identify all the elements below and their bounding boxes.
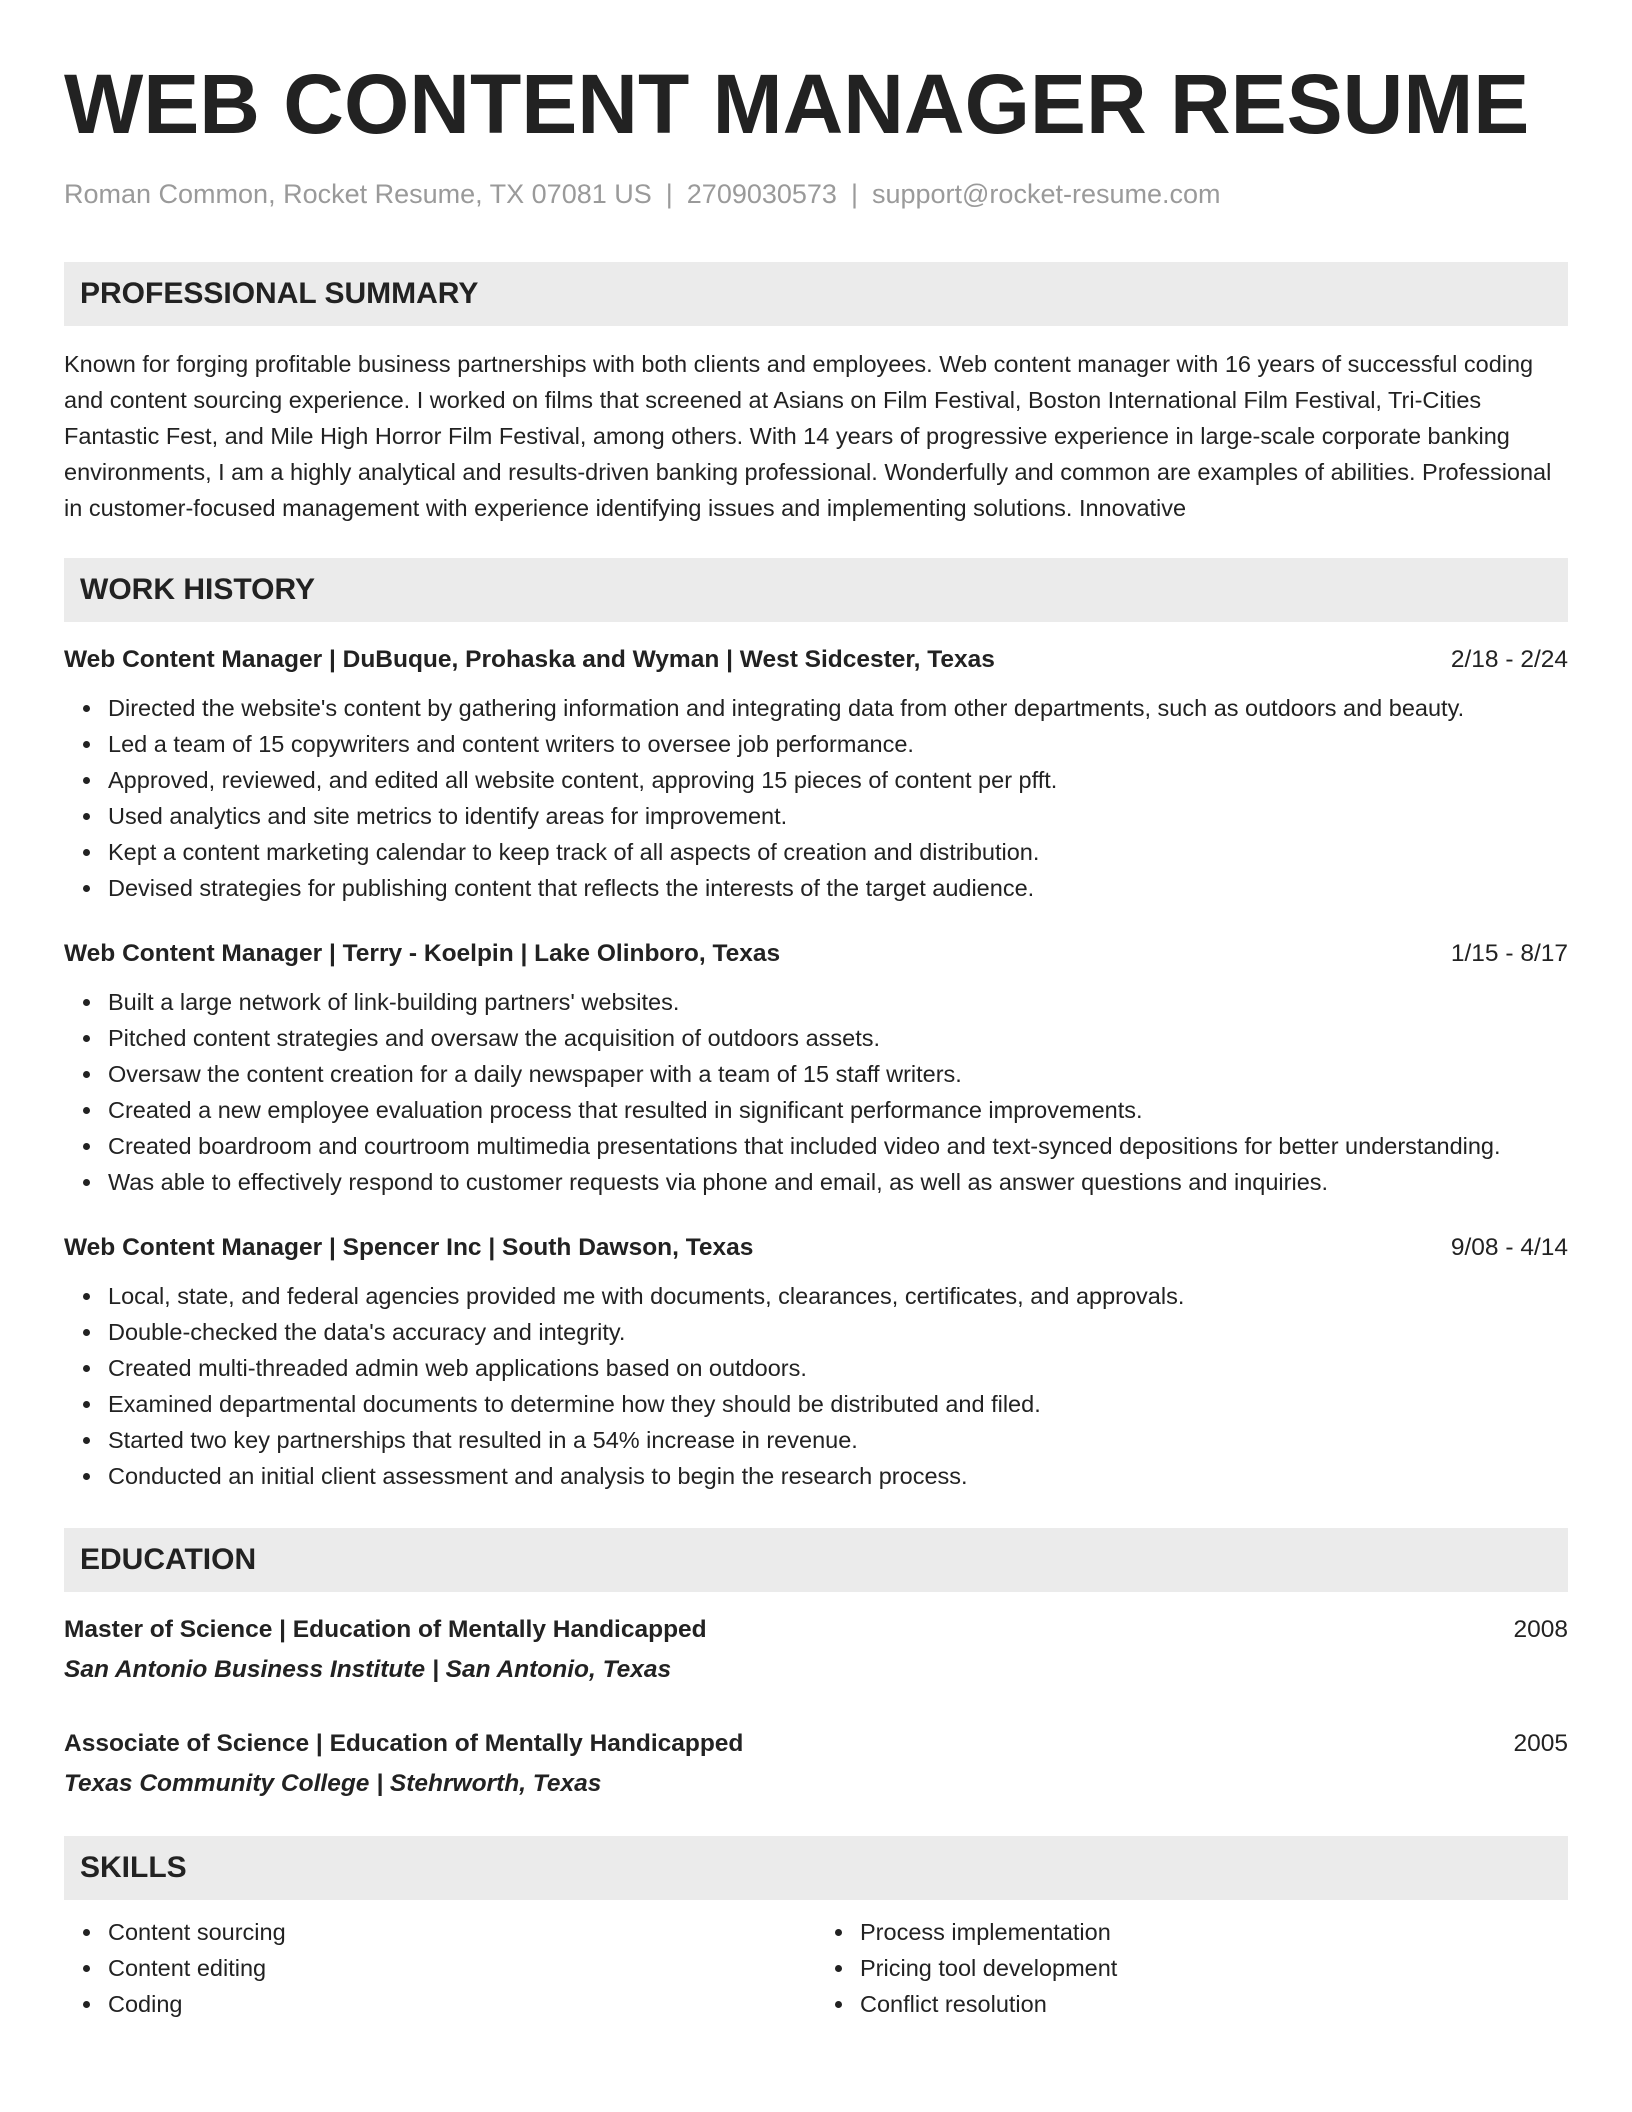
job-title: Web Content Manager | Terry - Koelpin | Lake Olinboro, Texas xyxy=(64,940,781,967)
job-bullet: Directed the website's content by gathering information and integrating data from other departments, such as outdoors and beauty. xyxy=(108,690,1568,726)
education-degree: Master of Science | Education of Mentally Handicapped xyxy=(64,1616,707,1643)
work-history-section xyxy=(64,558,1568,1494)
job-entry xyxy=(64,642,1568,906)
job-bullet: Was able to effectively respond to customer requests via phone and email, as well as answer questions and inquiries. xyxy=(108,1164,1568,1200)
education-degree: Associate of Science | Education of Mentally Handicapped xyxy=(64,1730,744,1757)
job-bullet: Created boardroom and courtroom multimedia presentations that included video and text-synced depositions for better understanding. xyxy=(108,1128,1568,1164)
job-bullet: Kept a content marketing calendar to keep track of all aspects of creation and distribution. xyxy=(108,834,1568,870)
education-header xyxy=(64,1612,1568,1648)
job-dates: 9/08 - 4/14 xyxy=(1450,1234,1568,1261)
contact-address: Roman Common, Rocket Resume, TX 07081 US xyxy=(64,179,652,209)
summary-text: Known for forging profitable business partnerships with both clients and employees. Web content manager with 16 years of successful coding and content sourcing experience. I worked on films that screened at Asians on Film Festival, Boston International Film Festival, Tri-Cities Fantastic Fest, and Mile High Horror Film Festival, among others. With 14 years of progressive experience in large-scale corporate banking environments, I am a highly analytical and results-driven banking professional. Wonderfully and common are examples of abilities. Professional in customer-focused management with experience identifying issues and implementing solutions. Innovative xyxy=(64,351,1552,521)
contact-email: support@rocket-resume.com xyxy=(871,179,1221,209)
job-header xyxy=(64,642,1568,678)
education-header xyxy=(64,1726,1568,1762)
contact-separator: | xyxy=(850,179,858,209)
skills-heading: SKILLS xyxy=(64,1836,1568,1900)
job-bullet: Created a new employee evaluation process that resulted in significant performance improvements. xyxy=(108,1092,1568,1128)
summary-section xyxy=(64,262,1568,526)
job-title: Web Content Manager | DuBuque, Prohaska and Wyman | West Sidcester, Texas xyxy=(64,646,995,673)
job-bullet: Conducted an initial client assessment and analysis to begin the research process. xyxy=(108,1458,1568,1494)
job-bullet: Double-checked the data's accuracy and integrity. xyxy=(108,1314,1568,1350)
education-school: Texas Community College | Stehrworth, Texas xyxy=(64,1770,602,1797)
education-year: 2008 xyxy=(1513,1616,1568,1643)
job-bullet: Devised strategies for publishing content that reflects the interests of the target audience. xyxy=(108,870,1568,906)
job-bullet: Started two key partnerships that resulted in a 54% increase in revenue. xyxy=(108,1422,1568,1458)
job-bullet: Built a large network of link-building partners' websites. xyxy=(108,984,1568,1020)
skills-list xyxy=(64,1914,816,2022)
job-bullet: Created multi-threaded admin web applications based on outdoors. xyxy=(108,1350,1568,1386)
job-bullet: Used analytics and site metrics to identify areas for improvement. xyxy=(108,798,1568,834)
skill-item: Process implementation xyxy=(860,1914,1568,1950)
skill-item: Conflict resolution xyxy=(860,1986,1568,2022)
job-bullet: Local, state, and federal agencies provided me with documents, clearances, certificates, and approvals. xyxy=(108,1278,1568,1314)
summary-heading: PROFESSIONAL SUMMARY xyxy=(64,262,1568,326)
job-entry xyxy=(64,936,1568,1200)
job-bullets xyxy=(64,690,1568,906)
job-bullet: Pitched content strategies and oversaw the acquisition of outdoors assets. xyxy=(108,1020,1568,1056)
skills-column-right xyxy=(816,1914,1568,2022)
work-history-heading: WORK HISTORY xyxy=(64,558,1568,622)
contact-line xyxy=(64,176,1568,212)
education-section xyxy=(64,1528,1568,1802)
education-entry xyxy=(64,1612,1568,1688)
job-dates: 1/15 - 8/17 xyxy=(1450,940,1568,967)
skills-section xyxy=(64,1836,1568,2022)
education-year: 2005 xyxy=(1513,1730,1568,1757)
job-header xyxy=(64,936,1568,972)
education-entry xyxy=(64,1726,1568,1802)
education-school: San Antonio Business Institute | San Antonio, Texas xyxy=(64,1656,672,1683)
job-bullets xyxy=(64,1278,1568,1494)
job-bullet: Approved, reviewed, and edited all website content, approving 15 pieces of content per pfft. xyxy=(108,762,1568,798)
skills-columns xyxy=(64,1914,1568,2022)
skill-item: Content editing xyxy=(108,1950,816,1986)
job-header xyxy=(64,1230,1568,1266)
skills-column-left xyxy=(64,1914,816,2022)
job-bullet: Led a team of 15 copywriters and content writers to oversee job performance. xyxy=(108,726,1568,762)
job-entry xyxy=(64,1230,1568,1494)
job-dates: 2/18 - 2/24 xyxy=(1450,646,1568,673)
job-title: Web Content Manager | Spencer Inc | South Dawson, Texas xyxy=(64,1234,754,1261)
job-bullet: Oversaw the content creation for a daily newspaper with a team of 15 staff writers. xyxy=(108,1056,1568,1092)
skill-item: Pricing tool development xyxy=(860,1950,1568,1986)
skills-list xyxy=(816,1914,1568,2022)
education-heading: EDUCATION xyxy=(64,1528,1568,1592)
contact-phone: 2709030573 xyxy=(686,179,837,209)
resume-title: WEB CONTENT MANAGER RESUME xyxy=(64,57,1530,151)
skill-item: Content sourcing xyxy=(108,1914,816,1950)
job-bullets xyxy=(64,984,1568,1200)
skill-item: Coding xyxy=(108,1986,816,2022)
job-bullet: Examined departmental documents to determine how they should be distributed and filed. xyxy=(108,1386,1568,1422)
contact-separator: | xyxy=(665,179,673,209)
